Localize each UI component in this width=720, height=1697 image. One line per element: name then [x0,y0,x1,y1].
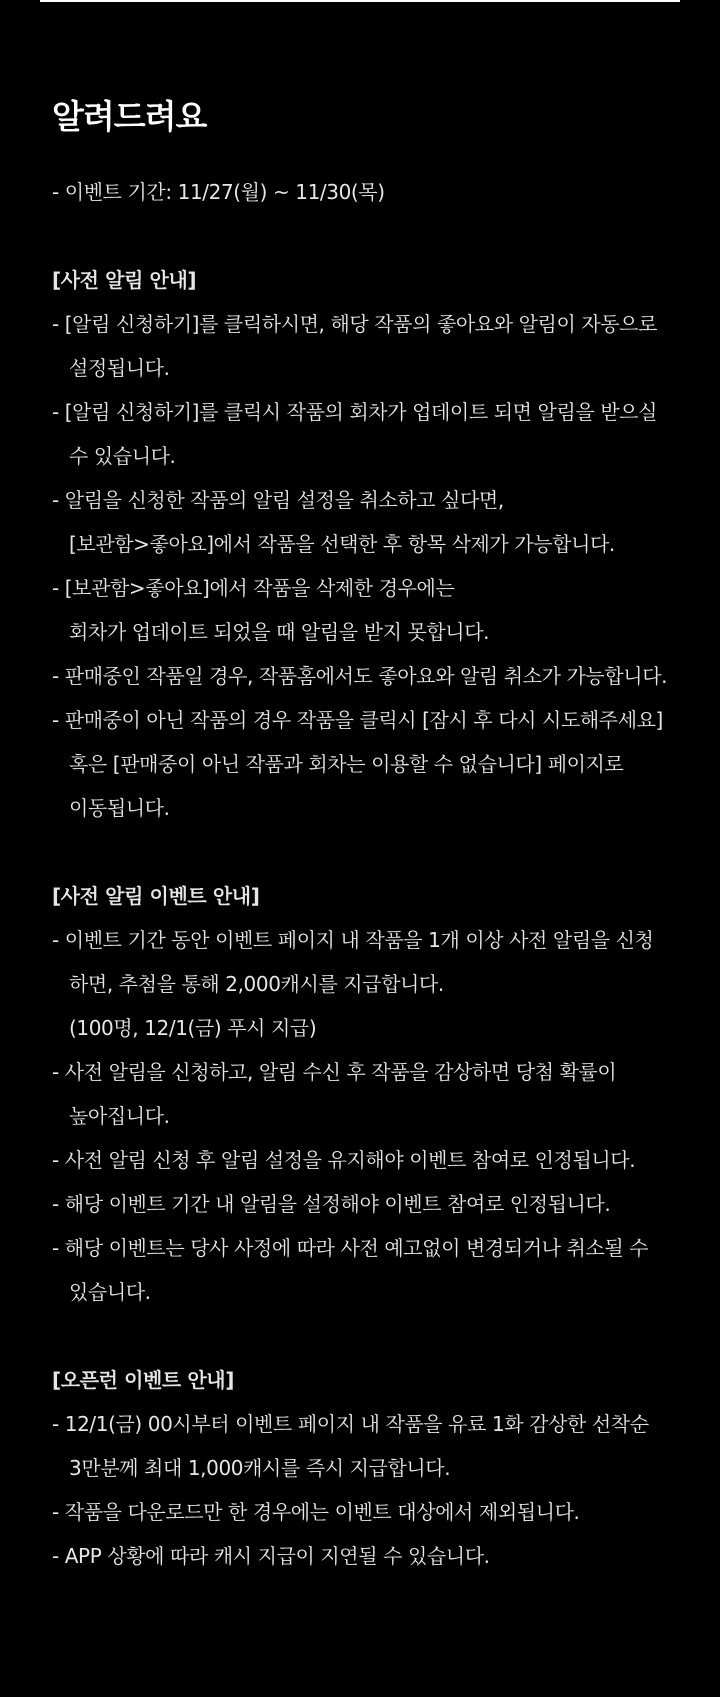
top-divider [40,0,680,2]
section-heading: [사전 알림 이벤트 안내] [52,884,260,908]
notice-line: - 사전 알림을 신청하고, 알림 수신 후 작품을 감상하면 당첨 확률이 [52,1060,617,1084]
notice-line: [보관함>좋아요]에서 작품을 선택한 후 항목 삭제가 가능합니다. [69,532,615,556]
section-heading: [오픈런 이벤트 안내] [52,1368,234,1392]
notice-line: - 이벤트 기간 동안 이벤트 페이지 내 작품을 1개 이상 사전 알림을 신청 [52,928,654,952]
section-open-run-event [52,1358,692,1578]
notice-line: - 해당 이벤트 기간 내 알림을 설정해야 이벤트 참여로 인정됩니다. [52,1192,611,1216]
notice-line: - 해당 이벤트는 당사 사정에 따라 사전 예고없이 변경되거나 취소될 수 [52,1236,649,1260]
notice-line: 회차가 업데이트 되었을 때 알림을 받지 못합니다. [69,620,490,644]
notice-line: 있습니다. [69,1280,151,1304]
section-pre-notification-event [52,874,692,1314]
notice-line: - 사전 알림 신청 후 알림 설정을 유지해야 이벤트 참여로 인정됩니다. [52,1148,636,1172]
notice-line: - [알림 신청하기]를 클릭시 작품의 회차가 업데이트 되면 알림을 받으실 [52,400,657,424]
notice-line: 3만분께 최대 1,000캐시를 즉시 지급합니다. [69,1456,451,1480]
notice-title: 알려드려요 [52,97,207,136]
notice-line: - 작품을 다운로드만 한 경우에는 이벤트 대상에서 제외됩니다. [52,1500,580,1524]
notice-line: 설정됩니다. [69,356,170,380]
section-heading: [사전 알림 안내] [52,268,197,292]
event-period: - 이벤트 기간: 11/27(월) ~ 11/30(목) [52,180,385,204]
notice-line: - 판매중인 작품일 경우, 작품홈에서도 좋아요와 알림 취소가 가능합니다. [52,664,668,688]
notice-line: - [알림 신청하기]를 클릭하시면, 해당 작품의 좋아요와 알림이 자동으로 [52,312,657,336]
notice-line: 높아집니다. [69,1104,170,1128]
notice-line: 혹은 [판매중이 아닌 작품과 회차는 이용할 수 없습니다] 페이지로 [69,752,624,776]
notice-line: - 판매중이 아닌 작품의 경우 작품을 클릭시 [잠시 후 다시 시도해주세요] [52,708,663,732]
notice-line: - 알림을 신청한 작품의 알림 설정을 취소하고 싶다면, [52,488,504,512]
notice-line: - [보관함>좋아요]에서 작품을 삭제한 경우에는 [52,576,455,600]
notice-line: 이동됩니다. [69,796,170,820]
notice-section [52,96,692,1578]
section-pre-notification [52,258,692,830]
notice-line: 하면, 추첨을 통해 2,000캐시를 지급합니다. [69,972,444,996]
notice-line: - APP 상황에 따라 캐시 지급이 지연될 수 있습니다. [52,1544,490,1568]
notice-line: - 12/1(금) 00시부터 이벤트 페이지 내 작품을 유료 1화 감상한 선착순 [52,1412,649,1436]
notice-line: (100명, 12/1(금) 푸시 지급) [69,1016,317,1040]
notice-line: 수 있습니다. [69,444,176,468]
